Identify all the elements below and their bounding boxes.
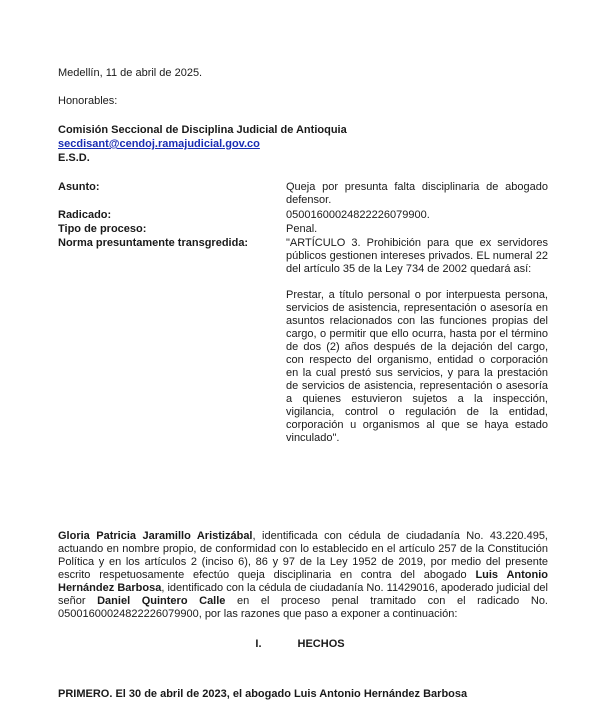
recipient-email-link[interactable]: secdisant@cendoj.ramajudicial.gov.co [58, 138, 260, 150]
norma-quote-intro: "ARTÍCULO 3. Prohibición para que ex servidores públicos gestionen intereses privados. EL numeral 22 del artículo 35 de la Ley 734 de 2002 quedará así: [286, 237, 548, 275]
tipo-value: Penal. [286, 223, 318, 235]
section-title: HECHOS [297, 638, 345, 650]
complaint-text-2: , identificado con la cédula de ciudadanía No. 11429016, apoderado judicial del señor [58, 582, 548, 607]
radicado-value: 05001600024822226079900. [286, 209, 430, 221]
norma-label: Norma presuntamente transgredida: [58, 237, 249, 249]
salutation: Honorables: [58, 95, 118, 107]
tipo-label: Tipo de proceso: [58, 223, 147, 235]
recipient-email-line [58, 138, 260, 151]
complaint-text-3: en el proceso penal tramitado con el radicado No. 05001600024822226079900, por las razones que paso a exponer a continuación: [58, 595, 548, 620]
place-date: Medellín, 11 de abril de 2025. [58, 67, 203, 79]
recipient-name: Comisión Seccional de Disciplina Judicial de Antioquia [58, 124, 347, 136]
esd-label: E.S.D. [58, 152, 90, 164]
lawyer-name: Luis Antonio Hernández Barbosa [58, 569, 548, 594]
cut-off-line: PRIMERO. El 30 de abril de 2023, el abogado Luis Antonio Hernández Barbosa [58, 688, 468, 700]
complaint-text-1: , identificada con cédula de ciudadanía No. 43.220.495, actuando en nombre propio, de conformidad con lo establecido en el artículo 257 de la Constitución Política y en los artículos 2 (inciso 6), 86 y 97 de la Ley 1952 de 2019, por medio del presente escrito respetuosamente efectúo queja disciplinaria en contra del abogado [58, 530, 548, 581]
norma-value [286, 237, 548, 445]
norma-quote-body: Prestar, a título personal o por interpuesta persona, servicios de asistencia, representación o asesoría en asuntos relacionados con las funciones propias del cargo, o permitir que ello ocurra, hasta por el término de dos (2) años después de la dejación del cargo, con respecto del organismo, entidad o corporación en la cual prestó sus servicios, y para la prestación de servicios de asistencia, representación o asesoría a quienes estuvieron sujetos a la inspección, vigilancia, control o regulación de la entidad, corporación u organismos al que se haya estado vinculado". [286, 289, 548, 444]
client-name: Daniel Quintero Calle [97, 595, 226, 607]
section-heading [0, 638, 600, 651]
asunto-value: Queja por presunta falta disciplinaria de abogado defensor. [286, 181, 548, 206]
section-number: I. [255, 638, 262, 650]
radicado-label: Radicado: [58, 209, 112, 221]
complainant-name: Gloria Patricia Jaramillo Aristizábal [58, 530, 253, 542]
complaint-paragraph [58, 530, 548, 621]
asunto-label: Asunto: [58, 181, 100, 193]
